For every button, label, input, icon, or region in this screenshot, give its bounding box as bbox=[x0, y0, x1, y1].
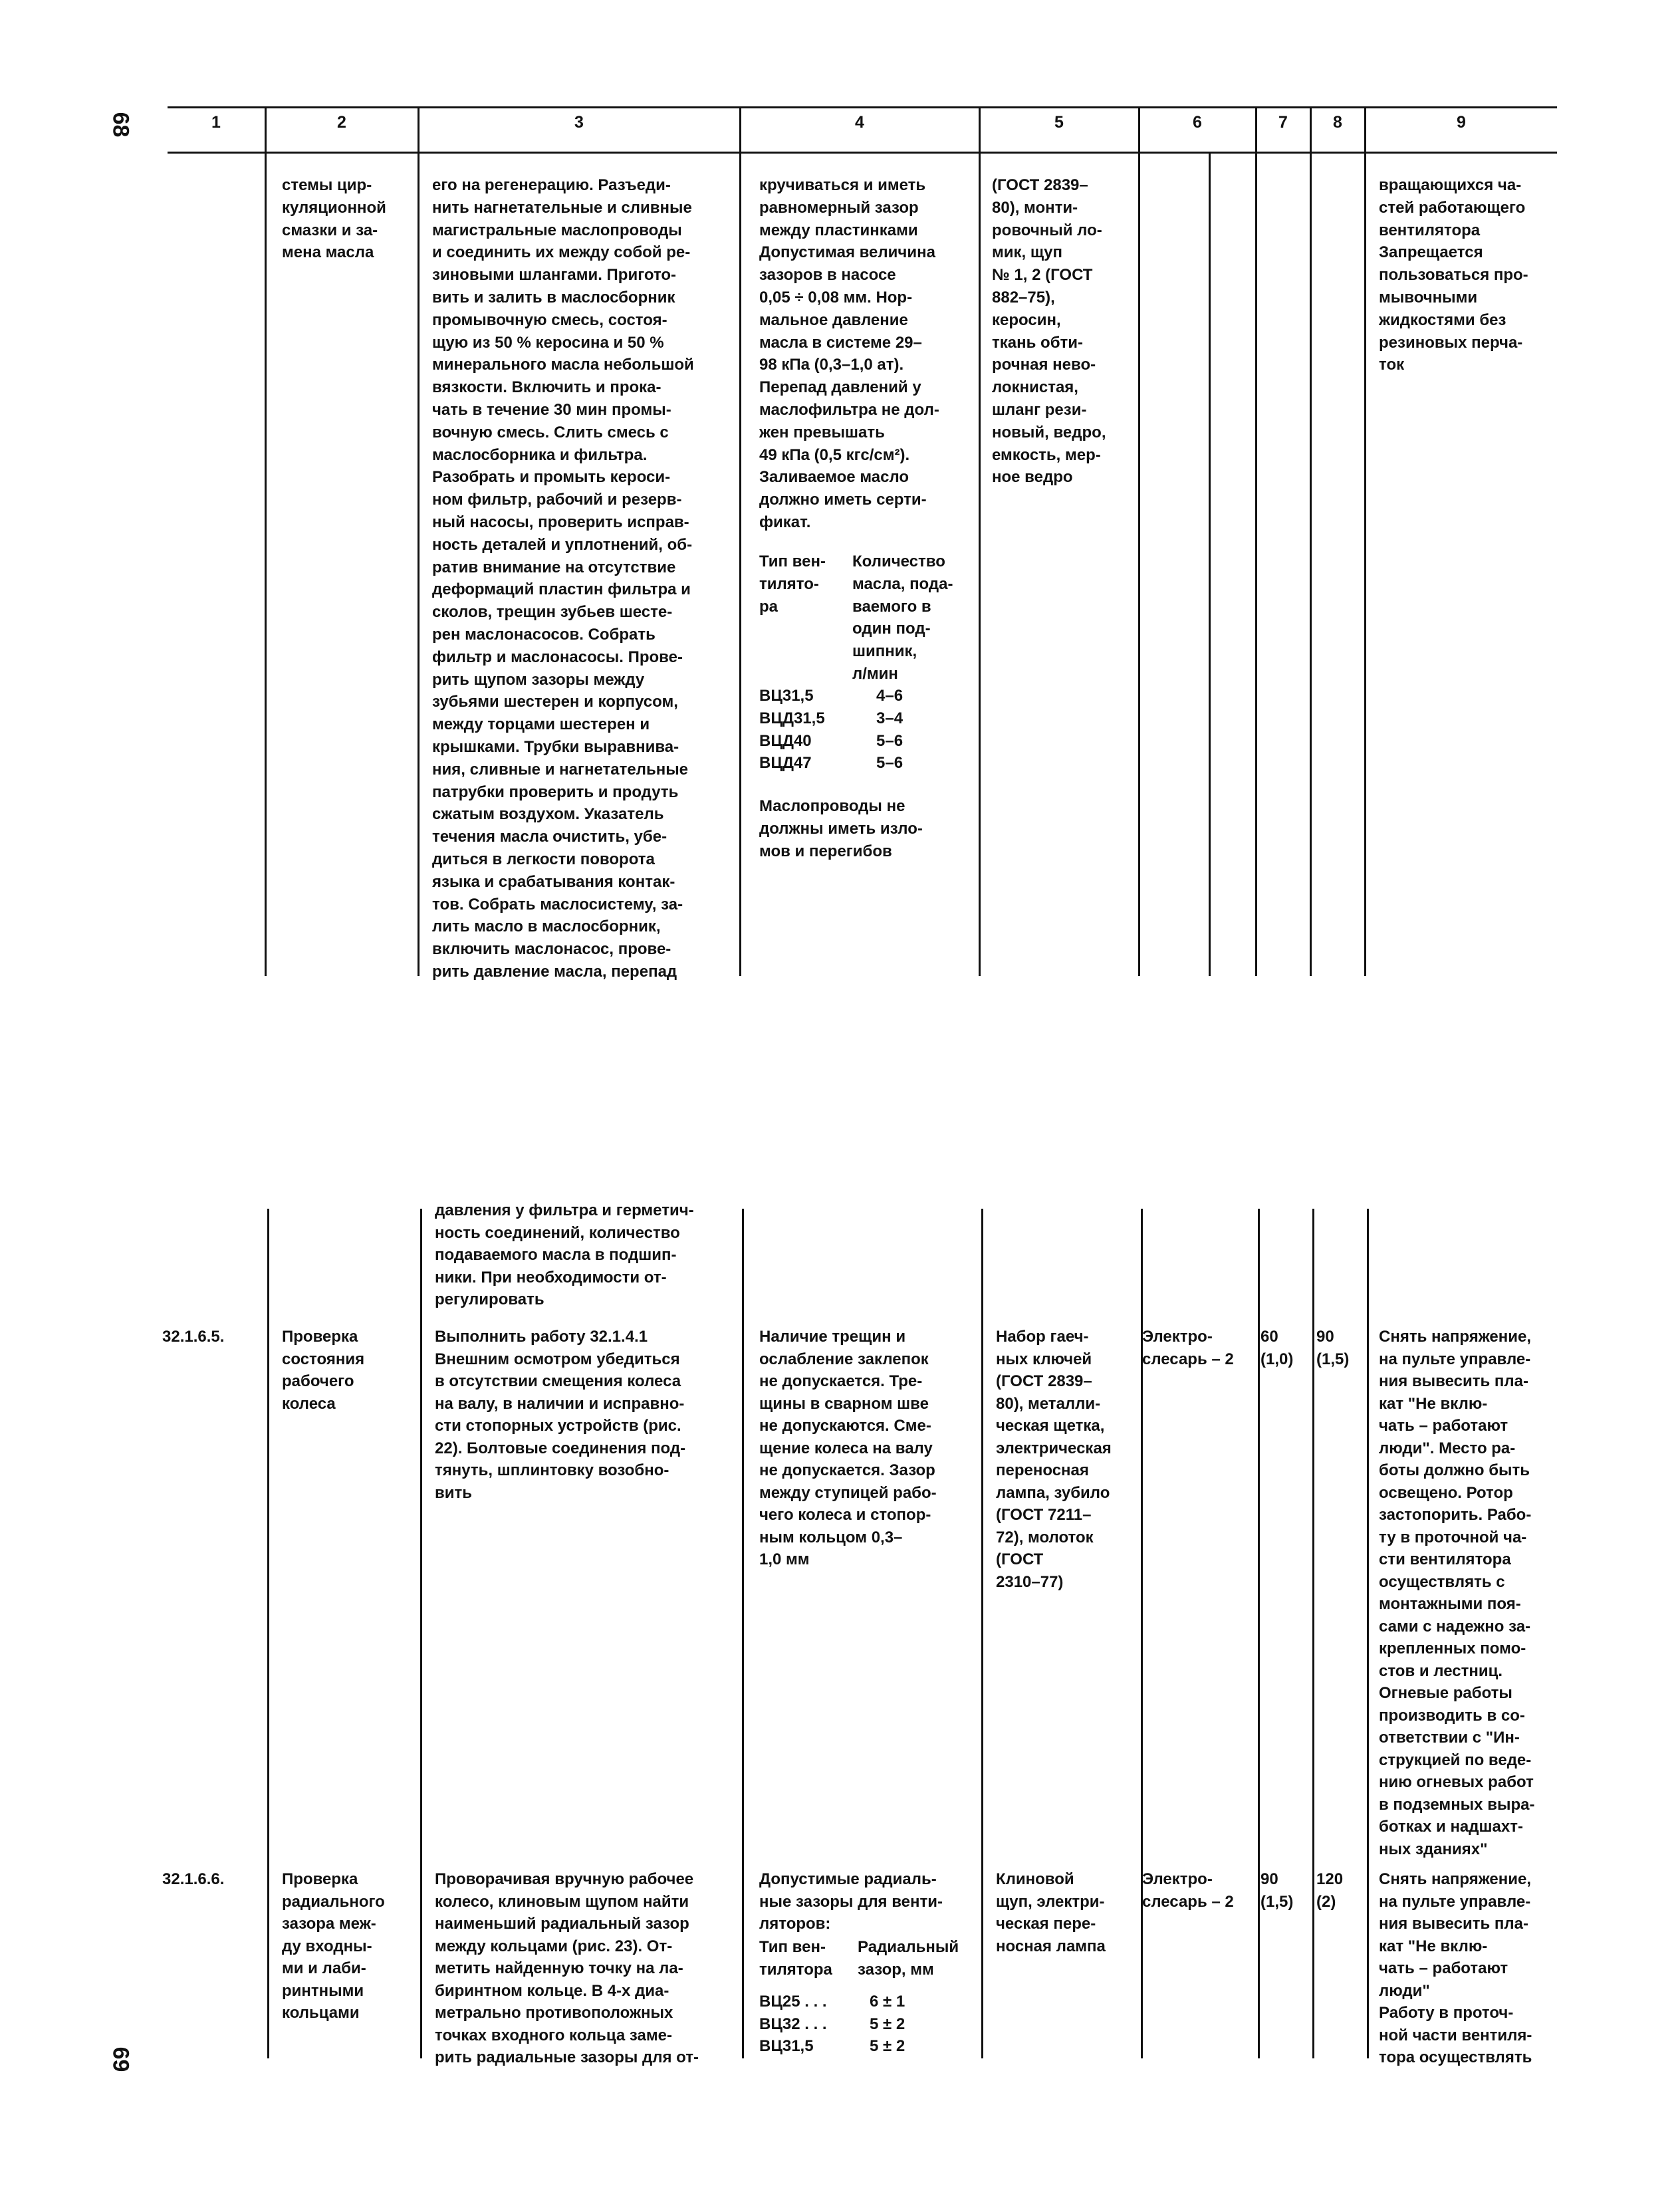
row2-col7: 90 (1,5) bbox=[1260, 1870, 1294, 1911]
row2-col4-table-types: ВЦ25 . . . ВЦ32 . . . ВЦ31,5 bbox=[759, 1993, 827, 2055]
row1-col2: Проверка состояния рабочего колеса bbox=[282, 1328, 365, 1413]
b1-col2-text: стемы цир- куляционной смазки и за- мена масла bbox=[282, 176, 386, 262]
col-header-1: 1 bbox=[211, 113, 221, 132]
col-header-4: 4 bbox=[855, 113, 864, 132]
col-header-3: 3 bbox=[574, 113, 584, 132]
b2-col3-continuation: давления у фильтра и герметич- ность соединений, количество подаваемого масла в подшип- ники. При необходимости от- регулировать bbox=[435, 1201, 694, 1308]
row2-col2: Проверка радиального зазора меж- ду входны- ми и лаби- ринтными кольцами bbox=[282, 1870, 385, 2022]
row2-col9: Снять напряжение, на пульте управле- ния вывесить пла- кат "Не вклю- чать – работают люди" Работу в проточ- ной части вентиля- тора осуществлять bbox=[1379, 1870, 1532, 2066]
b1-col4-table-head-type: Тип вен- тилято- ра bbox=[759, 552, 826, 616]
row-number: 32.1.6.5. bbox=[162, 1328, 225, 1346]
column-rule bbox=[1310, 152, 1312, 976]
page-number-bottom: 69 bbox=[108, 2046, 134, 2072]
column-rule bbox=[267, 1209, 269, 2058]
b1-col5-text: (ГОСТ 2839– 80), монти- ровочный ло- мик, щуп № 1, 2 (ГОСТ 882–75), керосин, ткань обти- рочная нево- локнистая, шланг рези- новый, ведро, емкость, мер- ное ведро bbox=[992, 176, 1106, 487]
b1-col3-text: его на регенерацию. Разъеди- нить нагнетательные и сливные магистральные маслопроводы и соединить их между собой ре- зиновыми шлангами. Пригото- вить и залить в маслосборник промывочную смесь, состоя- щую из 50 % керосина и 50 % минерального масла небольшой вязкости. Включить и прока- чать в течение 30 мин промы- вочную смесь. Слить смесь с маслосборника и фильтра. Разобрать и промыть кероси- ном фильтр, рабочий и резерв- ный насосы, проверить исправ- ность деталей и уплотнений, об- ратив внимание на отсутствие деформаций пластин фильтра и сколов, трещин зубьев шесте- рен маслонасосов. Собрать фильтр и маслонасосы. Прове- рить щупом зазоры между зубьями шестерен и корпусом, между торцами шестерен и крышками. Трубки выравнива- ния, сливные и нагнетательные патрубки проверить и продуть сжатым воздухом. Указатель течения масла очистить, убе- диться в легкости поворота языка и срабатывания контак- тов. Собрать маслосистему, за- лить масло в маслосборник, включить маслонасос, прове- рить давление масла, перепад bbox=[432, 176, 694, 981]
b1-col9-text: вращающихся ча- стей работающего вентилятора Запрещается пользоваться про- мывочными жидкостями без резиновых перча- ток bbox=[1379, 176, 1528, 374]
header-top-rule bbox=[168, 106, 1557, 108]
col-header-5: 5 bbox=[1054, 113, 1064, 132]
col-header-2: 2 bbox=[337, 113, 346, 132]
row1-col4: Наличие трещин и ослабление заклепок не допускается. Тре- щины в сварном шве не допускаются. Сме- щение колеса на валу не допускается. Зазор между ступицей рабо- чего колеса и стопор- ным кольцом 0,3– 1,0 мм bbox=[759, 1328, 937, 1568]
row1-col8: 90 (1,5) bbox=[1316, 1328, 1350, 1368]
row-number: 32.1.6.6. bbox=[162, 1870, 225, 1888]
row2-col4: Допустимые радиаль- ные зазоры для венти- ляторов: bbox=[759, 1870, 943, 1933]
row2-col6: Электро- слесарь – 2 bbox=[1142, 1870, 1234, 1911]
row1-col3: Выполнить работу 32.1.4.1 Внешним осмотром убедиться в отсутствии смещения колеса на валу, в наличии и исправно- сти стопорных устройств (рис. 22). Болтовые соединения под- тянуть, шплинтовку возобно- вить bbox=[435, 1328, 686, 1502]
b1-col4-tail: Маслопроводы не должны иметь изло- мов и перегибов bbox=[759, 797, 923, 860]
column-rule bbox=[265, 152, 267, 976]
column-rule bbox=[981, 1209, 983, 2058]
column-rule bbox=[418, 152, 420, 976]
col-header-8: 8 bbox=[1333, 113, 1342, 132]
column-rule bbox=[420, 1209, 422, 2058]
row2-col4-table-head-gap: Радиальный зазор, мм bbox=[858, 1938, 959, 1979]
column-rule bbox=[1138, 152, 1140, 976]
col-header-9: 9 bbox=[1457, 113, 1466, 132]
row1-col9: Снять напряжение, на пульте управле- ния вывесить пла- кат "Не вклю- чать – работают люди". Место ра- боты должно быть освещено. Ротор застопорить. Рабо- ту в проточной ча- сти вентилятора осуществлять с монтажными поя- сами с надежно за- крепленных помо- стов и лестниц. Огневые работы производить в со- ответствии с "Ин- струкцией по веде- нию огневых работ в подземных выра- ботках и надшахт- ных зданиях" bbox=[1379, 1328, 1535, 1858]
column-rule bbox=[739, 152, 741, 976]
b1-col4-table-head-qty: Количество масла, пода- ваемого в один под- шипник, л/мин bbox=[852, 552, 953, 683]
column-rule bbox=[1258, 1209, 1260, 2058]
column-rule bbox=[1364, 152, 1366, 976]
col-header-6: 6 bbox=[1193, 113, 1202, 132]
row1-col7: 60 (1,0) bbox=[1260, 1328, 1294, 1368]
row1-col6: Электро- слесарь – 2 bbox=[1142, 1328, 1234, 1368]
column-rule bbox=[1367, 1209, 1369, 2058]
col-header-7: 7 bbox=[1278, 113, 1288, 132]
row1-col5: Набор гаеч- ных ключей (ГОСТ 2839– 80), металли- ческая щетка, электрическая переносная лампа, зубило (ГОСТ 7211– 72), молоток (ГОСТ 2310–77) bbox=[996, 1328, 1112, 1591]
page-number-top: 68 bbox=[108, 112, 134, 138]
column-rule bbox=[1209, 152, 1211, 976]
row2-col4-table-head-type: Тип вен- тилятора bbox=[759, 1938, 832, 1979]
column-rule bbox=[1255, 152, 1257, 976]
row2-col5: Клиновой щуп, электри- ческая пере- носная лампа bbox=[996, 1870, 1106, 1955]
b1-col4-table-values: 4–6 3–4 5–6 5–6 bbox=[876, 687, 903, 773]
header-bottom-rule bbox=[168, 152, 1557, 154]
column-rule bbox=[979, 152, 981, 976]
b1-col4-table-types: ВЦ31,5 ВЦД31,5 ВЦД40 ВЦД47 bbox=[759, 687, 825, 773]
row2-col3: Проворачивая вручную рабочее колесо, клиновым щупом найти наименьший радиальный зазор между кольцами (рис. 23). От- метить найденную точку на ла- биринтном кольце. В 4-х диа- метрально противоположных точках входного кольца заме- рить радиальные зазоры для от- bbox=[435, 1870, 699, 2066]
row2-col4-table-values: 6 ± 1 5 ± 2 5 ± 2 bbox=[870, 1993, 905, 2055]
row2-col8: 120 (2) bbox=[1316, 1870, 1344, 1911]
column-rule bbox=[1312, 1209, 1314, 2058]
column-rule bbox=[742, 1209, 744, 2058]
b1-col4-text: кручиваться и иметь равномерный зазор между пластинками Допустимая величина зазоров в насосе 0,05 ÷ 0,08 мм. Нор- мальное давление масла в системе 29– 98 кПа (0,3–1,0 ат). Перепад давлений у маслофильтра не дол- жен превышать 49 кПа (0,5 кгс/см²). Заливаемое масло должно иметь серти- фикат. bbox=[759, 176, 939, 531]
